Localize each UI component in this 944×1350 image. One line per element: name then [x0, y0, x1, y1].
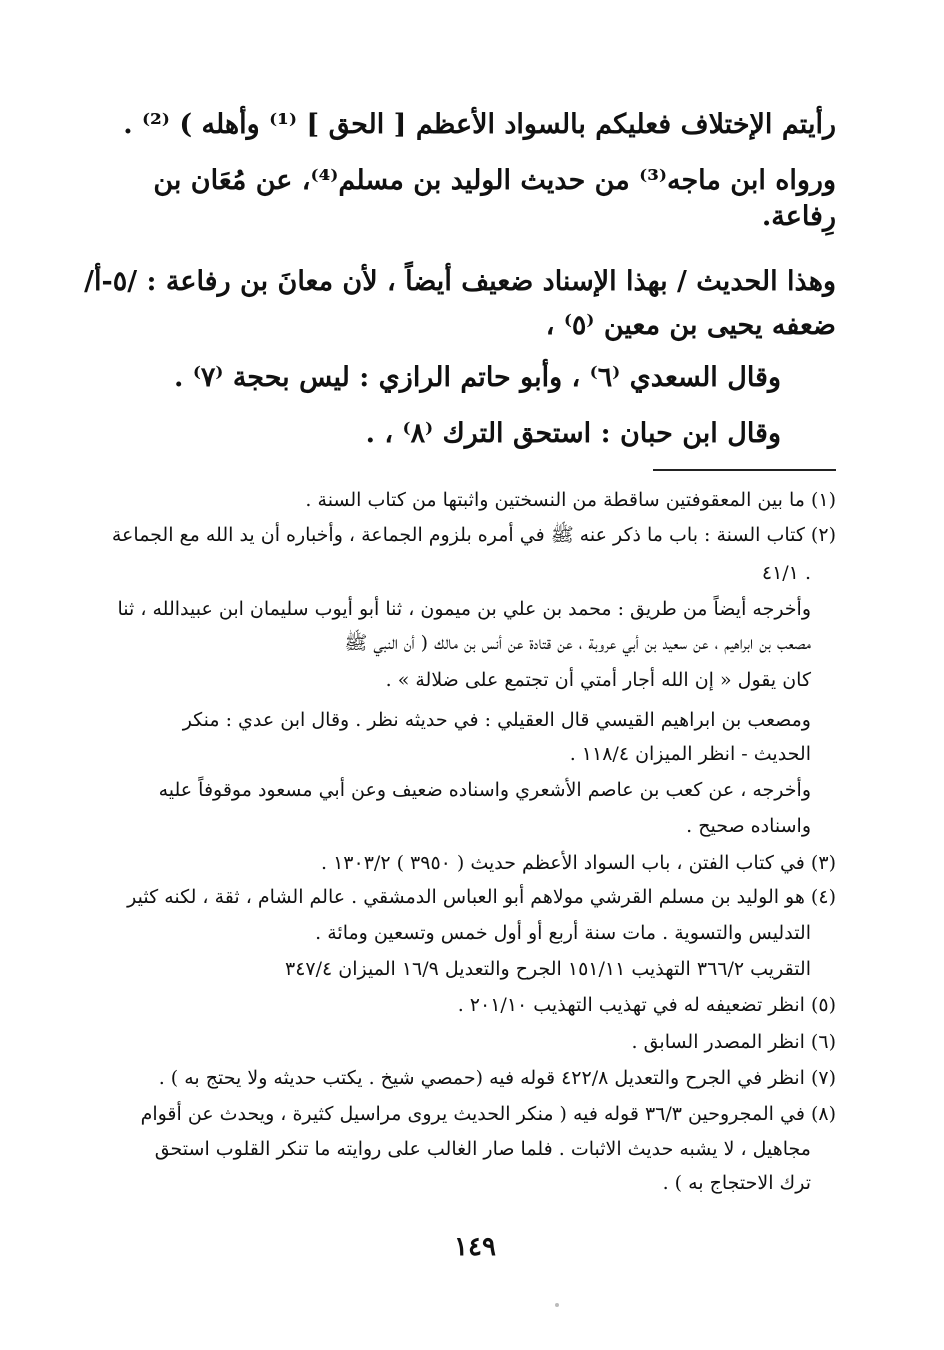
body-line-1: رأيتم الإختلاف فعليكم بالسواد الأعظم [ الحق ] ⁽¹⁾ وأهله ) ⁽²⁾ .: [123, 109, 836, 140]
footnote-2: (٢) كتاب السنة : باب ما ذكر عنه ﷺ في أمره بلزوم الجماعة ، وأخباره أن يد الله مع الجماعة: [111, 524, 836, 546]
footnote-4: (٤) هو الوليد بن مسلم القرشي مولاهم أبو العباس الدمشقي . عالم الشام ، ثقة ، لكنه كثير: [127, 886, 836, 908]
page-number: ١٤٩: [454, 1232, 496, 1262]
footnote-2-cont-3: مصعب بن ابراهيم ، عن سعيد بن أبي عروبة ، عن قتادة عن أنس بن مالك ( أن النبي ﷺ: [344, 632, 811, 654]
footnote-2-cont-1: ٤١/١ .: [761, 562, 811, 584]
body-line-2: ورواه ابن ماجه⁽³⁾ من حديث الوليد بن مسلم⁽⁴⁾، عن مُعَان بن: [153, 165, 836, 196]
body-line-4: وهذا الحديث / بهذا الإسناد ضعيف أيضاً ، لأن معانَ بن رفاعة : /٥-أ/: [84, 266, 836, 297]
footnote-8-cont-1: مجاهيل ، لا يشبه حديث الاثبات . فلما صار الغالب على روايته ما تنكر القلوب استحق: [154, 1138, 811, 1160]
footnote-4-cont-2: التقريب ٣٦٦/٢ التهذيب ١٥١/١١ الجرح والتعديل ١٦/٩ الميزان ٣٤٧/٤: [285, 958, 811, 980]
footnote-7: (٧) انظر في الجرح والتعديل ٤٢٢/٨ قوله فيه (حمصي شيخ . يكتب حديثه ولا يحتج به ) .: [158, 1067, 836, 1089]
footnote-separator: [653, 469, 836, 471]
scan-speck: [555, 1303, 559, 1307]
body-line-3: رِفاعة.: [761, 201, 836, 232]
footnote-5: (٥) انظر تضعيفه له في تهذيب التهذيب ٢٠١/١٠ .: [457, 994, 836, 1016]
footnote-1: (١) ما بين المعقوفتين ساقطة من النسختين واثبتها من كتاب السنة .: [305, 489, 836, 511]
footnote-2-cont-8: واسناده صحيح .: [686, 815, 811, 837]
body-line-7: وقال ابن حبان : استحق الترك ⁽٨⁾ ، .: [365, 418, 781, 449]
footnote-3: (٣) في كتاب الفتن ، باب السواد الأعظم حديث ( ٣٩٥٠ ) ١٣٠٣/٢ .: [321, 852, 836, 874]
footnote-2-cont-6: الحديث - انظر الميزان ١١٨/٤ .: [569, 743, 811, 765]
footnote-4-cont-1: التدليس والتسوية . مات سنة أربع أو أول خمس وتسعين ومائة .: [315, 922, 811, 944]
body-line-6: وقال السعدي ⁽٦⁾ ، وأبو حاتم الرازي : ليس بحجة ⁽٧⁾ .: [174, 362, 781, 393]
footnote-6: (٦) انظر المصدر السابق .: [631, 1031, 836, 1053]
footnote-2-cont-2: وأخرجه أيضاً من طريق : محمد بن علي بن ميمون ، ثنا أبو أيوب سليمان ابن عبيدالله ، ثنا: [117, 598, 811, 620]
footnote-8-cont-2: ترك الاحتجاج به ) .: [662, 1172, 811, 1194]
footnote-2-cont-7: وأخرجه ، عن كعب بن عاصم الأشعري واسناده ضعيف وعن أبي مسعود موقوفاً عليه: [158, 779, 811, 801]
body-line-5: ضعفه يحيى بن معين ⁽٥⁾ ،: [545, 310, 836, 341]
footnote-2-cont-5: ومصعب بن ابراهيم القيسي قال العقيلي : في حديثه نظر . وقال ابن عدي : منكر: [182, 709, 811, 731]
footnote-2-cont-4: كان يقول « إن الله أجار أمتي أن تجتمع على ضلالة » .: [385, 669, 811, 691]
footnote-8: (٨) في المجروحين ٣٦/٣ قوله فيه ( منكر الحديث يروى مراسيل كثيرة ، ويحدث عن أقوام: [140, 1103, 836, 1125]
